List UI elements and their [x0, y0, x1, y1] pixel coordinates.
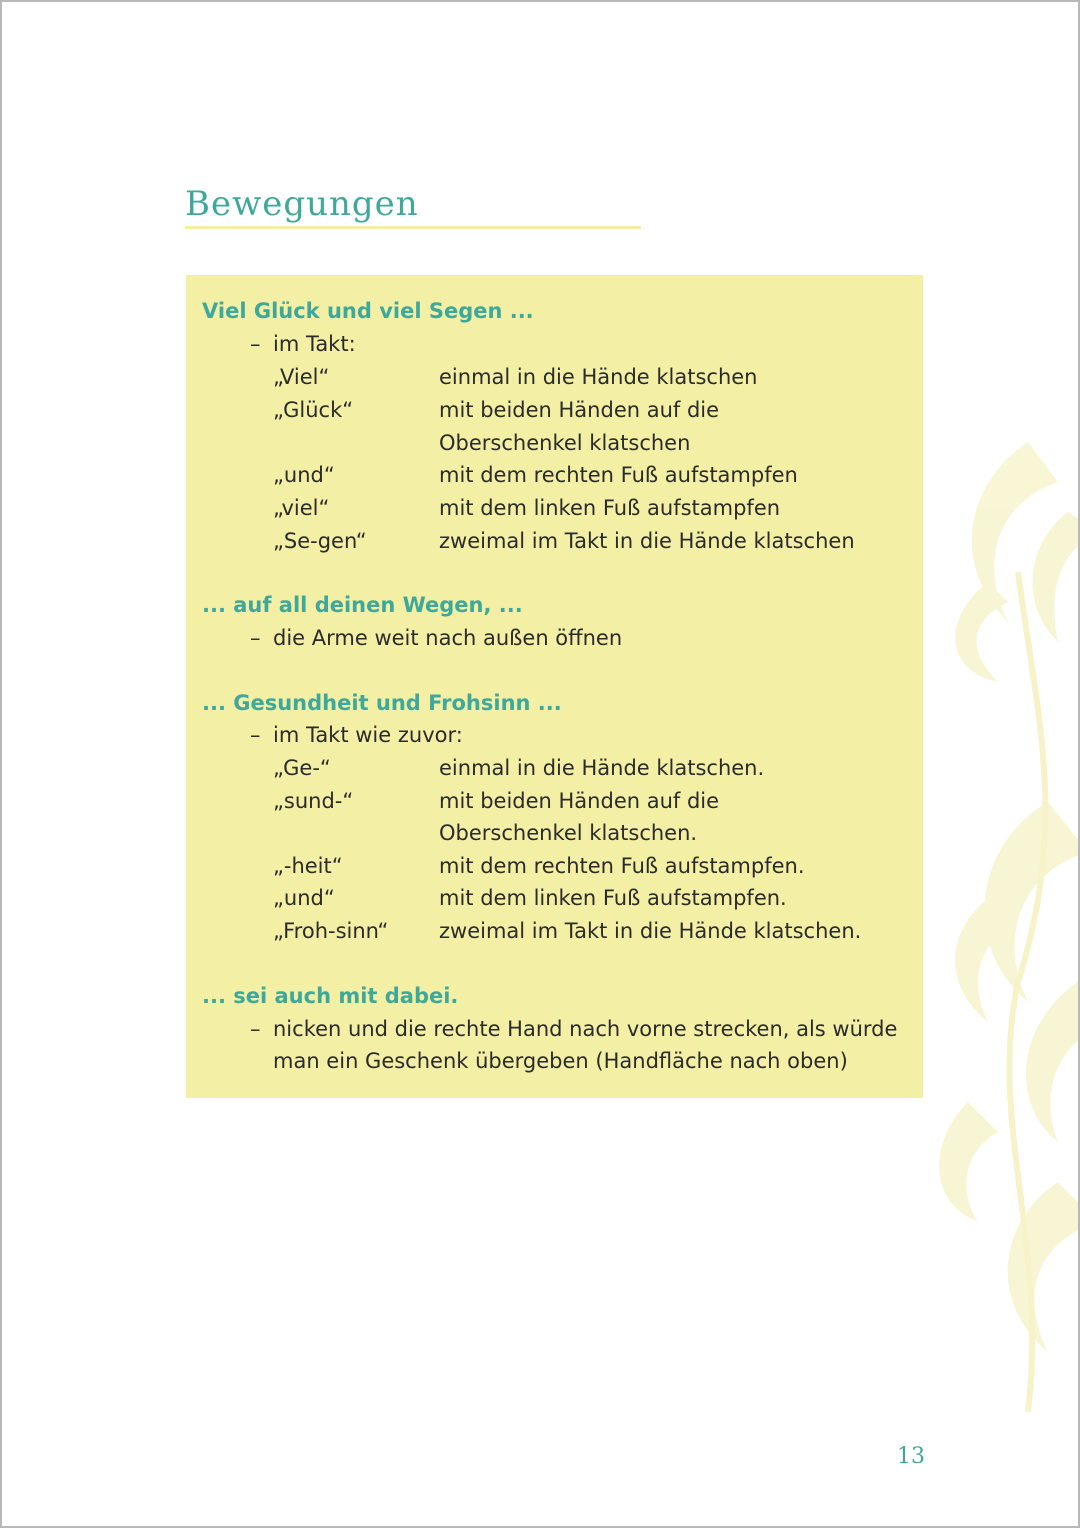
movement-desc: zweimal im Takt in die Hände klatschen: [439, 529, 855, 553]
movement-desc: mit dem linken Fuß aufstampfen.: [439, 886, 787, 910]
lyric-word: „viel“: [273, 496, 330, 520]
list-item-text: nicken und die rechte Hand nach vorne strecken, als würde: [273, 1017, 898, 1041]
movement-desc: mit dem rechten Fuß aufstampfen: [439, 463, 798, 487]
list-item-text: im Takt wie zuvor:: [273, 723, 463, 747]
list-item-text: im Takt:: [273, 332, 356, 356]
dash-bullet: –: [250, 626, 261, 650]
lyric-word: „sund-“: [273, 789, 354, 813]
section-heading: ... sei auch mit dabei.: [202, 984, 459, 1008]
movement-desc: mit dem linken Fuß aufstampfen: [439, 496, 781, 520]
movement-desc: einmal in die Hände klatschen.: [439, 756, 765, 780]
section-heading: ... auf all deinen Wegen, ...: [202, 593, 523, 617]
title-underline: [185, 226, 641, 229]
movement-desc: Oberschenkel klatschen.: [439, 821, 698, 845]
section-heading: Viel Glück und viel Segen ...: [202, 299, 534, 323]
list-item-text: man ein Geschenk übergeben (Handfläche nach oben): [273, 1049, 848, 1073]
lyric-word: „-heit“: [273, 854, 343, 878]
movement-desc: mit beiden Händen auf die: [439, 789, 720, 813]
lyric-word: „Ge-“: [273, 756, 331, 780]
movement-desc: Oberschenkel klatschen: [439, 431, 691, 455]
list-item-text: die Arme weit nach außen öffnen: [273, 626, 623, 650]
section-heading: ... Gesundheit und Frohsinn ...: [202, 691, 562, 715]
movement-desc: mit beiden Händen auf die: [439, 398, 720, 422]
movement-desc: mit dem rechten Fuß aufstampfen.: [439, 854, 805, 878]
dash-bullet: –: [250, 332, 261, 356]
lyric-word: „und“: [273, 886, 335, 910]
lyric-word: „Froh-sinn“: [273, 919, 389, 943]
lyric-word: „Glück“: [273, 398, 354, 422]
page-number: 13: [897, 1444, 925, 1469]
floral-ornament: [908, 422, 1080, 1422]
dash-bullet: –: [250, 723, 261, 747]
dash-bullet: –: [250, 1017, 261, 1041]
movement-desc: einmal in die Hände klatschen: [439, 365, 758, 389]
lyric-word: „und“: [273, 463, 335, 487]
lyric-word: „Se-gen“: [273, 529, 367, 553]
page-title: Bewegungen: [185, 184, 419, 224]
movement-desc: zweimal im Takt in die Hände klatschen.: [439, 919, 862, 943]
movements-box: [186, 275, 923, 1098]
lyric-word: „Viel“: [273, 365, 330, 389]
